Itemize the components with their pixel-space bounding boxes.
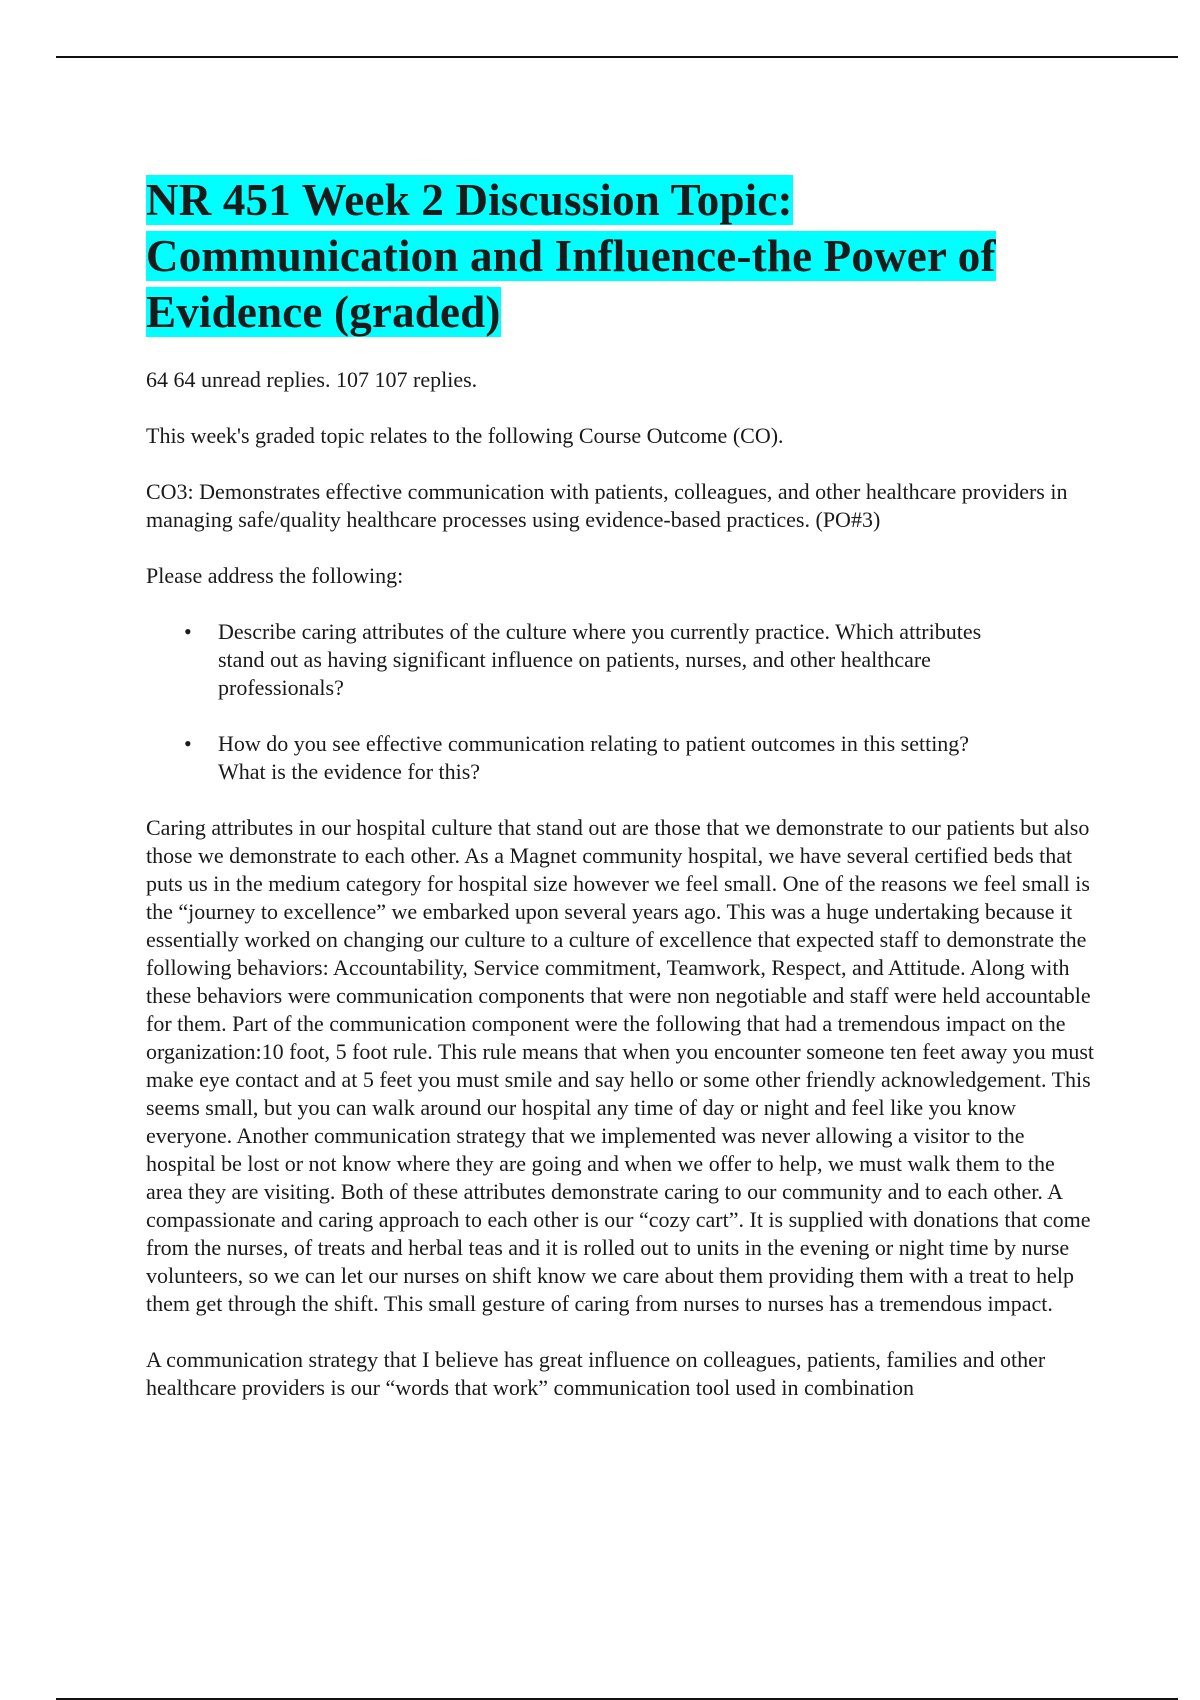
top-rule xyxy=(56,56,1178,58)
replies-count: 64 64 unread replies. 107 107 replies. xyxy=(146,367,478,392)
intro-text: This week's graded topic relates to the following Course Outcome (CO). xyxy=(146,423,784,448)
question-text: Describe caring attributes of the culture where you currently practice. Which attributes stand out as having significant influence on patients, nurses, and other healthcare professionals? xyxy=(218,619,982,700)
response-paragraph: Caring attributes in our hospital culture that stand out are those that we demonstrate to our patients but also those we demonstrate to each other. As a Magnet community hospital, we have several certified beds that puts us in the medium category for hospital size however we feel small. One of the reasons we feel small is the “journey to excellence” we embarked upon several years ago. This was a huge undertaking because it essentially worked on changing our culture to a culture of excellence that expected staff to demonstrate the following behaviors: Accountability, Service commitment, Teamwork, Respect, and Attitude. Along with these behaviors were communication components that were non negotiable and staff were held accountable for them. Part of the communication component were the following that had a tremendous impact on the organization:10 foot, 5 foot rule. This rule means that when you encounter someone ten feet away you must make eye contact and at 5 feet you must smile and say hello or some other friendly acknowledgement. This seems small, but you can walk around our hospital any time of day or night and feel like you know everyone. Another communication strategy that we implemented was never allowing a visitor to the hospital be lost or not know where they are going and when we offer to help, we must walk them to the area they are visiting. Both of these attributes demonstrate caring to our community and to each other. A compassionate and caring approach to each other is our “cozy cart”. It is supplied with donations that come from the nurses, of treats and herbal teas and it is rolled out to units in the evening or night time by nurse volunteers, so we can let our nurses on shift know we care about them providing them with a treat to help them get through the shift. This small gesture of caring from nurses to nurses has a tremendous impact. xyxy=(146,815,1094,1316)
question-item xyxy=(184,730,998,786)
title-highlight: NR 451 Week 2 Discussion Topic: Communication and Influence-the Power of Evidence (graded) xyxy=(146,175,996,337)
prompt-lead: Please address the following: xyxy=(146,563,404,588)
page-title xyxy=(146,172,1026,340)
bullet-icon: • xyxy=(184,731,192,756)
question-list xyxy=(146,618,1096,786)
bullet-icon: • xyxy=(184,619,192,644)
question-text: How do you see effective communication relating to patient outcomes in this setting? What is the evidence for this? xyxy=(218,731,970,784)
document-body xyxy=(146,172,1096,1430)
question-item xyxy=(184,618,998,702)
course-outcome: CO3: Demonstrates effective communication with patients, colleagues, and other healthcare providers in managing safe/quality healthcare processes using evidence-based practices. (PO#3) xyxy=(146,479,1068,532)
response-paragraph: A communication strategy that I believe has great influence on colleagues, patients, families and other healthcare providers is our “words that work” communication tool used in combination xyxy=(146,1347,1046,1400)
